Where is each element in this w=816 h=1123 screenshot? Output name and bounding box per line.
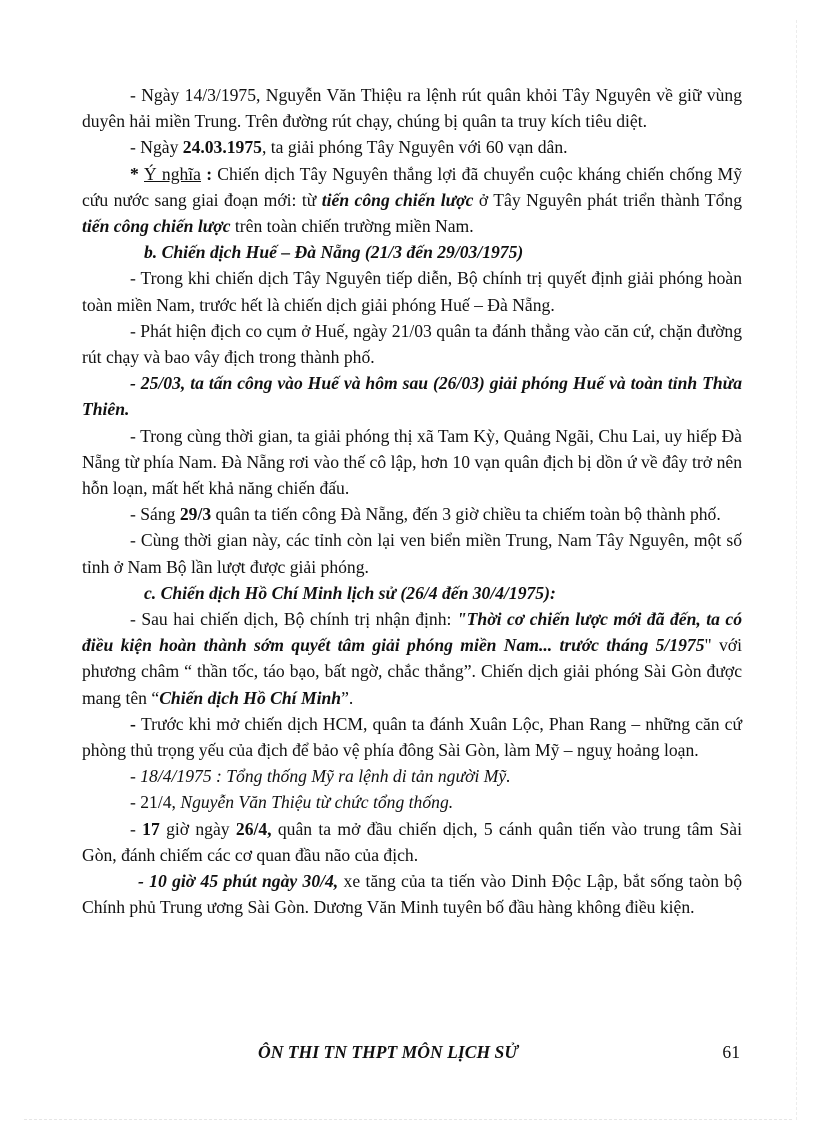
text-run: 29/3	[179, 504, 212, 525]
paragraph	[82, 318, 742, 370]
text-run: -	[130, 713, 141, 734]
right-divider	[796, 20, 797, 1120]
text-run: 17	[142, 818, 160, 839]
paragraph	[82, 527, 742, 579]
section-heading	[82, 580, 742, 606]
footer-title: ÔN THI TN THPT MÔN LỊCH SỬ	[258, 1042, 518, 1062]
text-run: tiến công chiến lược	[82, 216, 231, 237]
text-run: "Thời cơ chiến lược mới đã đến, ta có điều kiện hoàn thành sớm quyết tâm giải phóng miền Nam... trước tháng 5/1975	[82, 609, 742, 656]
paragraph	[82, 265, 742, 317]
text-run: - 21/4,	[130, 792, 181, 813]
text-run: Ý nghĩa	[144, 163, 201, 184]
text-run: ”.	[341, 687, 354, 708]
paragraph	[82, 423, 742, 502]
text-run: - Trong cùng thời gian, ta giải phóng thị xã Tam Kỳ, Quảng Ngãi, Chu Lai, uy hiếp Đà Nẵng từ phía Nam. Đà Nẵng rơi vào thế cô lập, hơn 10 vạn quân địch bị dồn ứ về đây trở nên hỗn loạn, mất hết khả năng chiến đấu.	[82, 425, 742, 499]
text-run: quân ta tiến công Đà Nẵng, đến 3 giờ chiều ta chiếm toàn bộ thành phố.	[211, 504, 721, 525]
paragraph	[82, 868, 742, 920]
text-run: ở Tây Nguyên phát triển thành Tổng	[473, 189, 742, 210]
text-run: " với phương châm “ thần tốc, táo bạo, bất ngờ, chắc thắng”. Chiến dịch giải phóng Sài Gòn được mang tên “	[82, 635, 742, 708]
page-footer	[82, 1042, 742, 1072]
text-run: quân ta mở đầu chiến dịch, 5 cánh quân tiến vào trung tâm Sài Gòn, đánh chiếm các cơ quan đầu não của địch.	[82, 818, 742, 865]
text-run: - Ngày	[130, 137, 183, 158]
text-run: tiến công chiến lược	[321, 189, 474, 210]
bottom-divider	[24, 1119, 792, 1120]
paragraph	[82, 370, 742, 422]
paragraph	[82, 82, 742, 134]
text-run: trên toàn chiến trường miền Nam.	[230, 216, 474, 237]
paragraph	[82, 789, 742, 815]
text-run: - Trong khi chiến dịch Tây Nguyên tiếp diễn, Bộ chính trị quyết định giải phóng hoàn toàn miền Nam, trước hết là chiến dịch giải phóng Huế – Đà Nẵng.	[82, 268, 742, 315]
paragraph	[82, 134, 742, 160]
page-number: 61	[722, 1042, 740, 1062]
text-run: Nguyễn Văn Thiệu từ chức tổng thống.	[180, 792, 454, 813]
text-run: c. Chiến dịch Hồ Chí Minh lịch sử (26/4 đến 30/4/1975):	[144, 582, 556, 603]
text-run: - 25/03, ta tấn công vào Huế và hôm sau (26/03) giải phóng Huế và toàn tỉnh Thừa Thiên.	[82, 373, 742, 420]
section-heading	[82, 239, 742, 265]
text-run: - Cùng thời gian này, các tỉnh còn lại ven biển miền Trung, Nam Tây Nguyên, một số tỉnh ở Nam Bộ lần lượt được giải phóng.	[82, 530, 742, 577]
text-run: - Sau hai chiến dịch, Bộ chính trị nhận định:	[130, 609, 457, 630]
text-run: *	[130, 163, 144, 184]
text-run: Chiến dịch Hồ Chí Minh	[159, 687, 342, 708]
paragraph	[82, 711, 742, 763]
text-run: giờ ngày	[159, 818, 236, 839]
text-run: xe tăng của ta tiến vào Dinh Độc Lập, bắt sống taòn bộ Chính phủ Trung ương Sài Gòn. Dương Văn Minh tuyên bố đầu hàng không điều kiện.	[82, 871, 742, 918]
paragraph	[82, 816, 742, 868]
text-run: :	[201, 163, 218, 184]
text-run: b. Chiến dịch Huế – Đà Nẵng (21/3 đến 29/03/1975)	[144, 242, 524, 263]
text-run: 26/4,	[235, 818, 272, 839]
text-run: - 18/4/1975 : Tổng thống Mỹ ra lệnh di tản người Mỹ.	[130, 766, 511, 787]
text-run: Chiến dịch Tây Nguyên thắng lợi đã chuyển cuộc kháng chiến chống Mỹ cứu nước sang giai đoạn mới: từ	[82, 163, 742, 210]
paragraph	[82, 606, 742, 711]
text-run: Trước khi mở chiến dịch HCM, quân ta đánh Xuân Lộc, Phan Rang – những căn cứ phòng thủ trọng yếu của địch để bảo vệ phía đông Sài Gòn, làm Mỹ – nguỵ hoảng loạn.	[82, 713, 742, 761]
page-body	[82, 82, 742, 921]
text-run: - Sáng	[130, 504, 180, 525]
text-run: - Ngày 14/3/1975, Nguyễn Văn Thiệu ra lệnh rút quân khỏi Tây Nguyên về giữ vùng duyên hải miền Trung. Trên đường rút chạy, chúng bị quân ta truy kích tiêu diệt.	[82, 85, 742, 132]
text-run: 24.03.1975	[182, 137, 262, 158]
text-run: , ta giải phóng Tây Nguyên với 60 vạn dân.	[261, 137, 568, 158]
paragraph	[82, 501, 742, 527]
paragraph	[82, 161, 742, 240]
text-run: -	[130, 818, 143, 839]
paragraph	[82, 763, 742, 789]
text-run: - 10 giờ 45 phút ngày 30/4,	[138, 871, 339, 892]
text-run: - Phát hiện địch co cụm ở Huế, ngày 21/03 quân ta đánh thẳng vào căn cứ, chặn đường rút chạy và bao vây địch trong thành phố.	[82, 320, 742, 368]
